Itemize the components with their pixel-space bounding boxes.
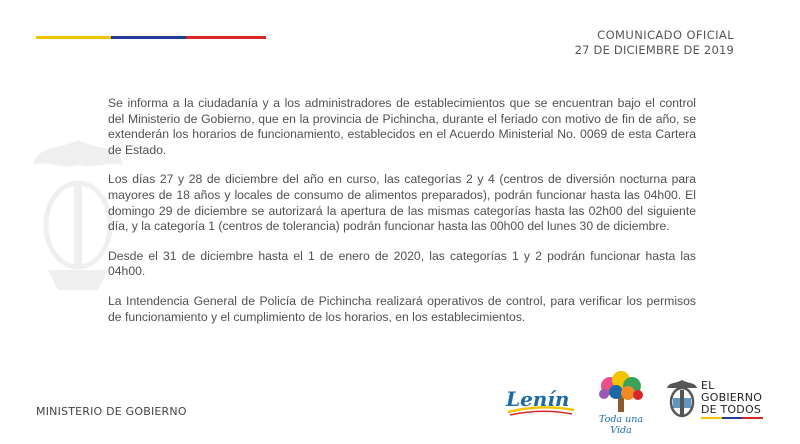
flag-yellow-segment xyxy=(36,36,111,39)
gov-logo-line-1: EL xyxy=(701,379,715,392)
ministry-name: MINISTERIO DE GOBIERNO xyxy=(36,405,187,418)
tricolor-bar xyxy=(36,36,266,39)
paragraph-4: La Intendencia General de Policía de Pichincha realizará operativos de control, para verificar los permisos de funcionamiento y el cumplimiento de los horarios, en los establecimientos. xyxy=(108,293,696,324)
toda-una-vida-logo xyxy=(588,370,654,436)
gov-yellow xyxy=(701,417,722,419)
lenin-logo-text: Lenín xyxy=(506,387,570,411)
paragraph-1: Se informa a la ciudadanía y a los administradores de establecimientos que se encuentran bajo el control del Ministerio de Gobierno, que en la provincia de Pichincha, durante el feriado con motivo de fin de año, se extenderán los horarios de funcionamiento, establecidos en el Acuerdo Ministerial No. 0069 de esta Cartera de Estado. xyxy=(108,96,696,157)
gov-logo-line-2: GOBIERNO xyxy=(701,391,763,404)
document-title: COMUNICADO OFICIAL xyxy=(597,28,734,42)
gov-logo-text xyxy=(701,380,762,416)
paragraph-3: Desde el 31 de diciembre hasta el 1 de enero de 2020, las categorías 1 y 2 podrán funcionar hasta las 04h00. xyxy=(108,248,696,279)
tree-icon xyxy=(588,370,654,414)
lenin-logo-icon xyxy=(502,380,578,420)
document-date: 27 DE DICIEMBRE DE 2019 xyxy=(574,43,734,57)
communique-body xyxy=(108,96,696,339)
gov-logo-tricolor xyxy=(701,417,763,419)
gobierno-de-todos-logo xyxy=(665,378,775,422)
paragraph-2: Los días 27 y 28 de diciembre del año en curso, las categorías 2 y 4 (centros de diversión nocturna para mayores de 18 años y locales de consumo de alimentos preparados), podrán funcionar hasta las 04h00. El domingo 29 de diciembre se autorizará la apertura de las mismas categorías hasta las 02h00 del siguiente día, y la categoría 1 (centros de tolerancia) podrán funcionar hasta las 00h00 del lunes 30 de diciembre. xyxy=(108,172,696,234)
gov-blue xyxy=(722,417,743,419)
gov-logo-line-3: DE TODOS xyxy=(701,403,762,416)
flag-blue-segment xyxy=(111,36,186,39)
flag-red-segment xyxy=(186,36,266,39)
header-block xyxy=(575,28,734,58)
gov-red xyxy=(742,417,763,419)
shield-icon xyxy=(665,378,699,420)
toda-logo-text: Toda una Vida xyxy=(599,414,643,436)
